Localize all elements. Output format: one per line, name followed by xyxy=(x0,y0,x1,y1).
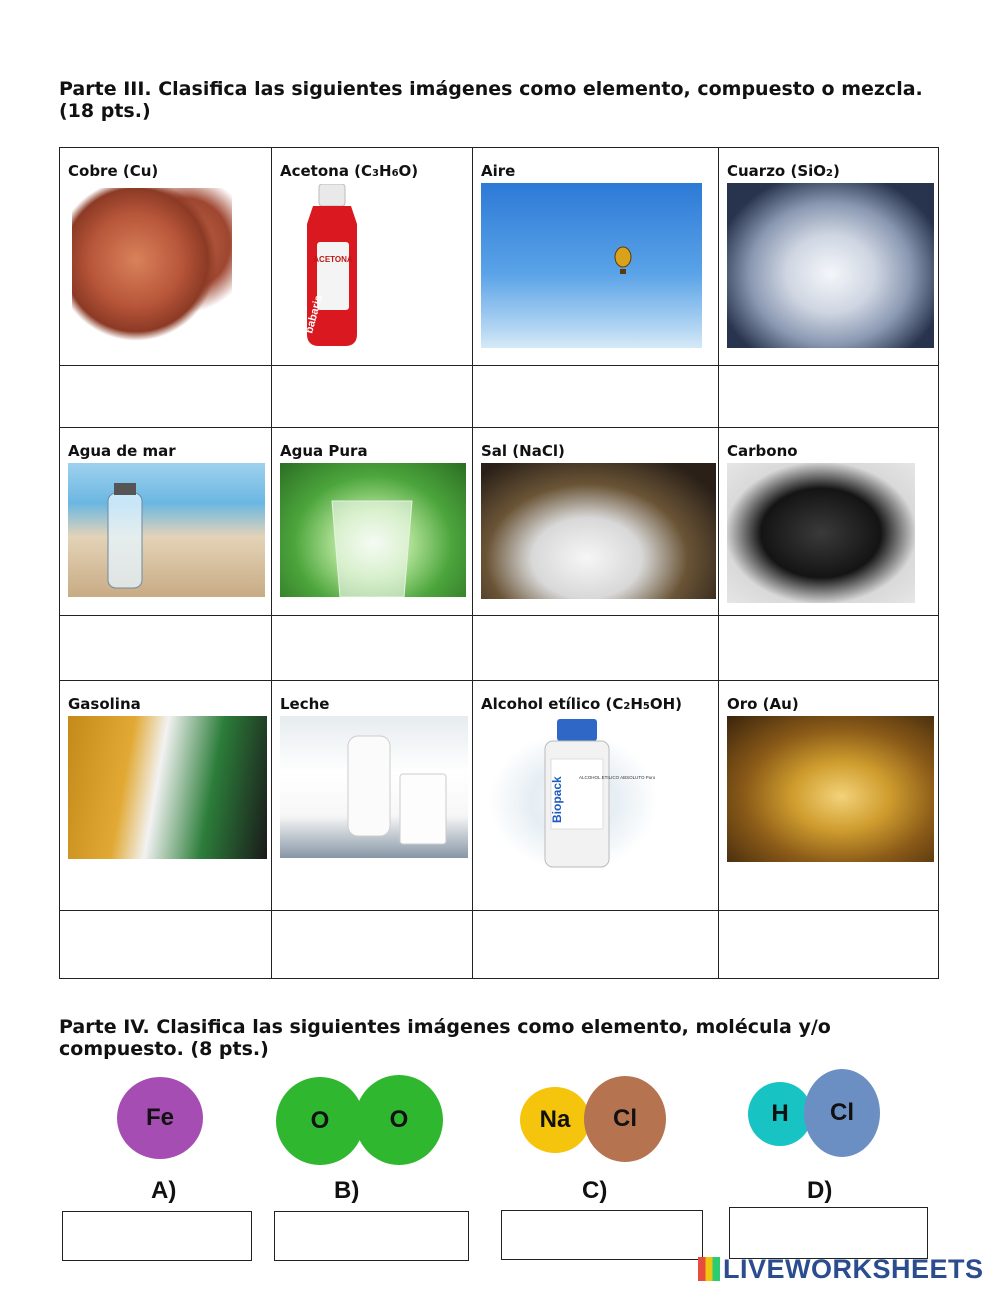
water-glass-image xyxy=(280,463,466,597)
option-c-label: C) xyxy=(582,1177,608,1204)
answer-box-c[interactable] xyxy=(501,1210,703,1260)
label-oro: Oro (Au) xyxy=(727,695,799,713)
atom-cl-d: Cl xyxy=(804,1069,880,1157)
answer-agua-pura[interactable] xyxy=(272,616,473,681)
atom-na: Na xyxy=(520,1087,590,1153)
carbon-image xyxy=(727,463,915,603)
answer-agua-de-mar[interactable] xyxy=(60,616,272,681)
label-agua-pura: Agua Pura xyxy=(280,442,368,460)
answer-aire[interactable] xyxy=(473,366,719,428)
part-3-title: Parte III. Clasifica las siguientes imágenes como elemento, compuesto o mezcla. (18 pts.) xyxy=(59,78,923,122)
label-cuarzo: Cuarzo (SiO2) xyxy=(727,162,840,180)
label-leche: Leche xyxy=(280,695,330,713)
part-4-title: Parte IV. Clasifica las siguientes imágenes como elemento, molécula y/o compuesto. (8 pts.) xyxy=(59,1016,831,1060)
label-agua-de-mar: Agua de mar xyxy=(68,442,176,460)
label-aire: Aire xyxy=(481,162,516,180)
option-a-label: A) xyxy=(151,1177,177,1204)
sky-image xyxy=(481,183,702,348)
cell-agua-pura xyxy=(272,428,473,616)
cell-aire xyxy=(473,148,719,366)
svg-text:babaria: babaria xyxy=(303,293,326,335)
label-cobre: Cobre (Cu) xyxy=(68,162,159,180)
salt-image xyxy=(481,463,716,599)
cell-alcohol xyxy=(473,681,719,911)
milk-image xyxy=(280,716,468,858)
answer-leche[interactable] xyxy=(272,911,473,979)
cell-cuarzo xyxy=(719,148,939,366)
answer-carbono[interactable] xyxy=(719,616,939,681)
label-alcohol: Alcohol etílico (C2H5OH) xyxy=(481,695,683,713)
quartz-image xyxy=(727,183,934,348)
cell-oro xyxy=(719,681,939,911)
gasoline-image xyxy=(68,716,267,859)
liveworksheets-logo-icon xyxy=(698,1257,720,1281)
answer-box-a[interactable] xyxy=(62,1211,252,1261)
hot-air-balloon-icon xyxy=(481,183,702,348)
label-carbono: Carbono xyxy=(727,442,798,460)
atom-h: H xyxy=(748,1082,812,1146)
atom-o-1: O xyxy=(276,1077,364,1165)
label-acetona: Acetona (C3H6O) xyxy=(280,162,419,180)
cell-agua-de-mar xyxy=(60,428,272,616)
atom-fe: Fe xyxy=(117,1077,203,1159)
answer-cuarzo[interactable] xyxy=(719,366,939,428)
cell-acetona xyxy=(272,148,473,366)
svg-text:ACETONA: ACETONA xyxy=(313,255,353,264)
label-sal: Sal (NaCl) xyxy=(481,442,565,460)
atom-o-2: O xyxy=(355,1075,443,1165)
answer-sal[interactable] xyxy=(473,616,719,681)
label-gasolina: Gasolina xyxy=(68,695,141,713)
cell-cobre xyxy=(60,148,272,366)
cell-sal xyxy=(473,428,719,616)
answer-cobre[interactable] xyxy=(60,366,272,428)
answer-alcohol[interactable] xyxy=(473,911,719,979)
answer-oro[interactable] xyxy=(719,911,939,979)
copper-image xyxy=(72,188,232,348)
cell-carbono xyxy=(719,428,939,616)
cell-gasolina xyxy=(60,681,272,911)
cell-leche xyxy=(272,681,473,911)
alcohol-bottle-image xyxy=(481,719,673,869)
seawater-bottle-image xyxy=(68,463,265,597)
answer-box-d[interactable] xyxy=(729,1207,928,1259)
option-b-label: B) xyxy=(334,1177,360,1204)
acetone-bottle-image xyxy=(297,184,367,349)
atom-cl-c: Cl xyxy=(584,1076,666,1162)
svg-text:Biopack: Biopack xyxy=(550,776,564,823)
svg-text:ALCOHOL ETILICO ABSOLUTO Puro: ALCOHOL ETILICO ABSOLUTO Puro xyxy=(579,775,656,780)
liveworksheets-watermark: LIVEWORKSHEETS xyxy=(698,1254,984,1285)
option-d-label: D) xyxy=(807,1177,833,1204)
gold-image xyxy=(727,716,934,862)
answer-acetona[interactable] xyxy=(272,366,473,428)
answer-gasolina[interactable] xyxy=(60,911,272,979)
classification-table xyxy=(59,147,939,979)
answer-box-b[interactable] xyxy=(274,1211,469,1261)
